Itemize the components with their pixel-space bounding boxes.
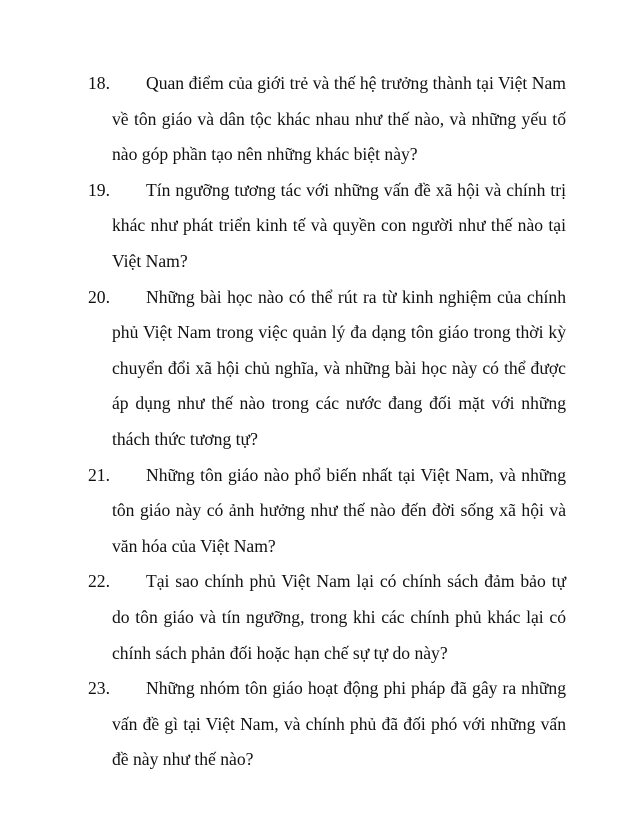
question-text: Những nhóm tôn giáo hoạt động phi pháp đã gây ra những vấn đề gì tại Việt Nam, và chính phủ đã đối phó với những vấn đề này như thế nào?	[112, 678, 566, 770]
question-number: 20.	[88, 286, 110, 307]
question-number: 18.	[88, 73, 110, 93]
question-item	[90, 66, 566, 173]
question-number: 23.	[88, 678, 110, 699]
question-item	[90, 173, 566, 280]
question-item	[90, 280, 566, 458]
question-number: 21.	[88, 464, 110, 485]
question-text: Tín ngưỡng tương tác với những vấn đề xã hội và chính trị khác như phát triển kinh tế và quyền con người như thế nào tại Việt Nam?	[112, 179, 566, 271]
question-text: Tại sao chính phủ Việt Nam lại có chính sách đảm bảo tự do tôn giáo và tín ngưỡng, trong khi các chính phủ khác lại có chính sách phản đối hoặc hạn chế sự tự do này?	[112, 571, 566, 663]
question-item	[90, 671, 566, 778]
question-number: 22.	[88, 571, 110, 592]
question-list	[90, 66, 566, 778]
question-item	[90, 458, 566, 565]
question-number: 19.	[88, 179, 110, 200]
question-text: Quan điểm của giới trẻ và thế hệ trưởng thành tại Việt Nam về tôn giáo và dân tộc khác nhau như thế nào, và những yếu tố nào góp phần tạo nên những khác biệt này?	[112, 73, 566, 165]
question-text: Những tôn giáo nào phổ biến nhất tại Việt Nam, và những tôn giáo này có ảnh hưởng như thế nào đến đời sống xã hội và văn hóa của Việt Nam?	[112, 464, 566, 556]
question-text: Những bài học nào có thể rút ra từ kinh nghiệm của chính phủ Việt Nam trong việc quản lý đa dạng tôn giáo trong thời kỳ chuyển đổi xã hội chủ nghĩa, và những bài học này có thể được áp dụng như thế nào trong các nước đang đối mặt với những thách thức tương tự?	[112, 286, 566, 449]
question-item	[90, 564, 566, 671]
